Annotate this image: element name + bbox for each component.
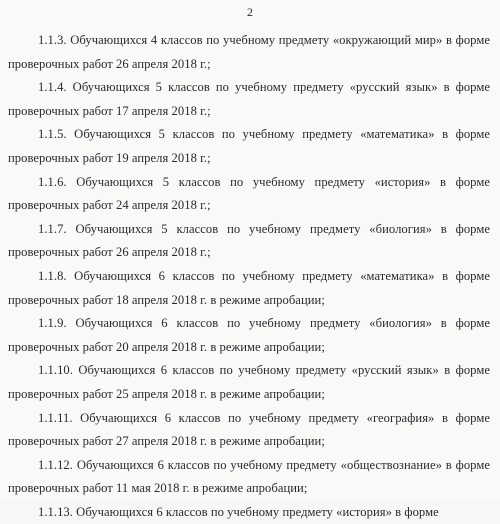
list-item-1-1-5: 1.1.5. Обучающихся 5 классов по учебному предмету «математика» в форме проверочных работ 19 апреля 2018 г.;: [8, 127, 490, 165]
list-item-1-1-9: 1.1.9. Обучающихся 6 классов по учебному предмету «биология» в форме проверочных работ 20 апреля 2018 г. в режиме апробации;: [8, 316, 490, 354]
document-body: [8, 29, 490, 520]
list-item-1-1-12: 1.1.12. Обучающихся 6 классов по учебному предмету «обществознание» в форме проверочных работ 11 мая 2018 г. в режиме апробации;: [8, 457, 490, 496]
list-item-1-1-8: 1.1.8. Обучающихся 6 классов по учебному предмету «математика» в форме проверочных работ 18 апреля 2018 г. в режиме апробации;: [8, 268, 490, 307]
page-number: 2: [247, 5, 253, 19]
list-item-1-1-6: 1.1.6. Обучающихся 5 классов по учебному предмету «история» в форме проверочных работ 24 апреля 2018 г.;: [8, 174, 490, 213]
list-item-1-1-13: 1.1.13. Обучающихся 6 классов по учебному предмету «история» в форме: [38, 504, 439, 519]
list-item-1-1-3: 1.1.3. Обучающихся 4 классов по учебному предмету «окружающий мир» в форме проверочных работ 26 апреля 2018 г.;: [8, 33, 490, 71]
list-item-1-1-10: 1.1.10. Обучающихся 6 классов по учебному предмету «русский язык» в форме проверочных работ 25 апреля 2018 г. в режиме апробации;: [8, 363, 490, 401]
list-item-1-1-4: 1.1.4. Обучающихся 5 классов по учебному предмету «русский язык» в форме проверочных работ 17 апреля 2018 г.;: [8, 80, 490, 118]
list-item-1-1-7: 1.1.7. Обучающихся 5 классов по учебному предмету «биология» в форме проверочных работ 26 апреля 2018 г.;: [8, 221, 490, 260]
list-item-1-1-11: 1.1.11. Обучающихся 6 классов по учебному предмету «география» в форме проверочных работ 27 апреля 2018 г. в режиме апробации;: [8, 410, 490, 449]
